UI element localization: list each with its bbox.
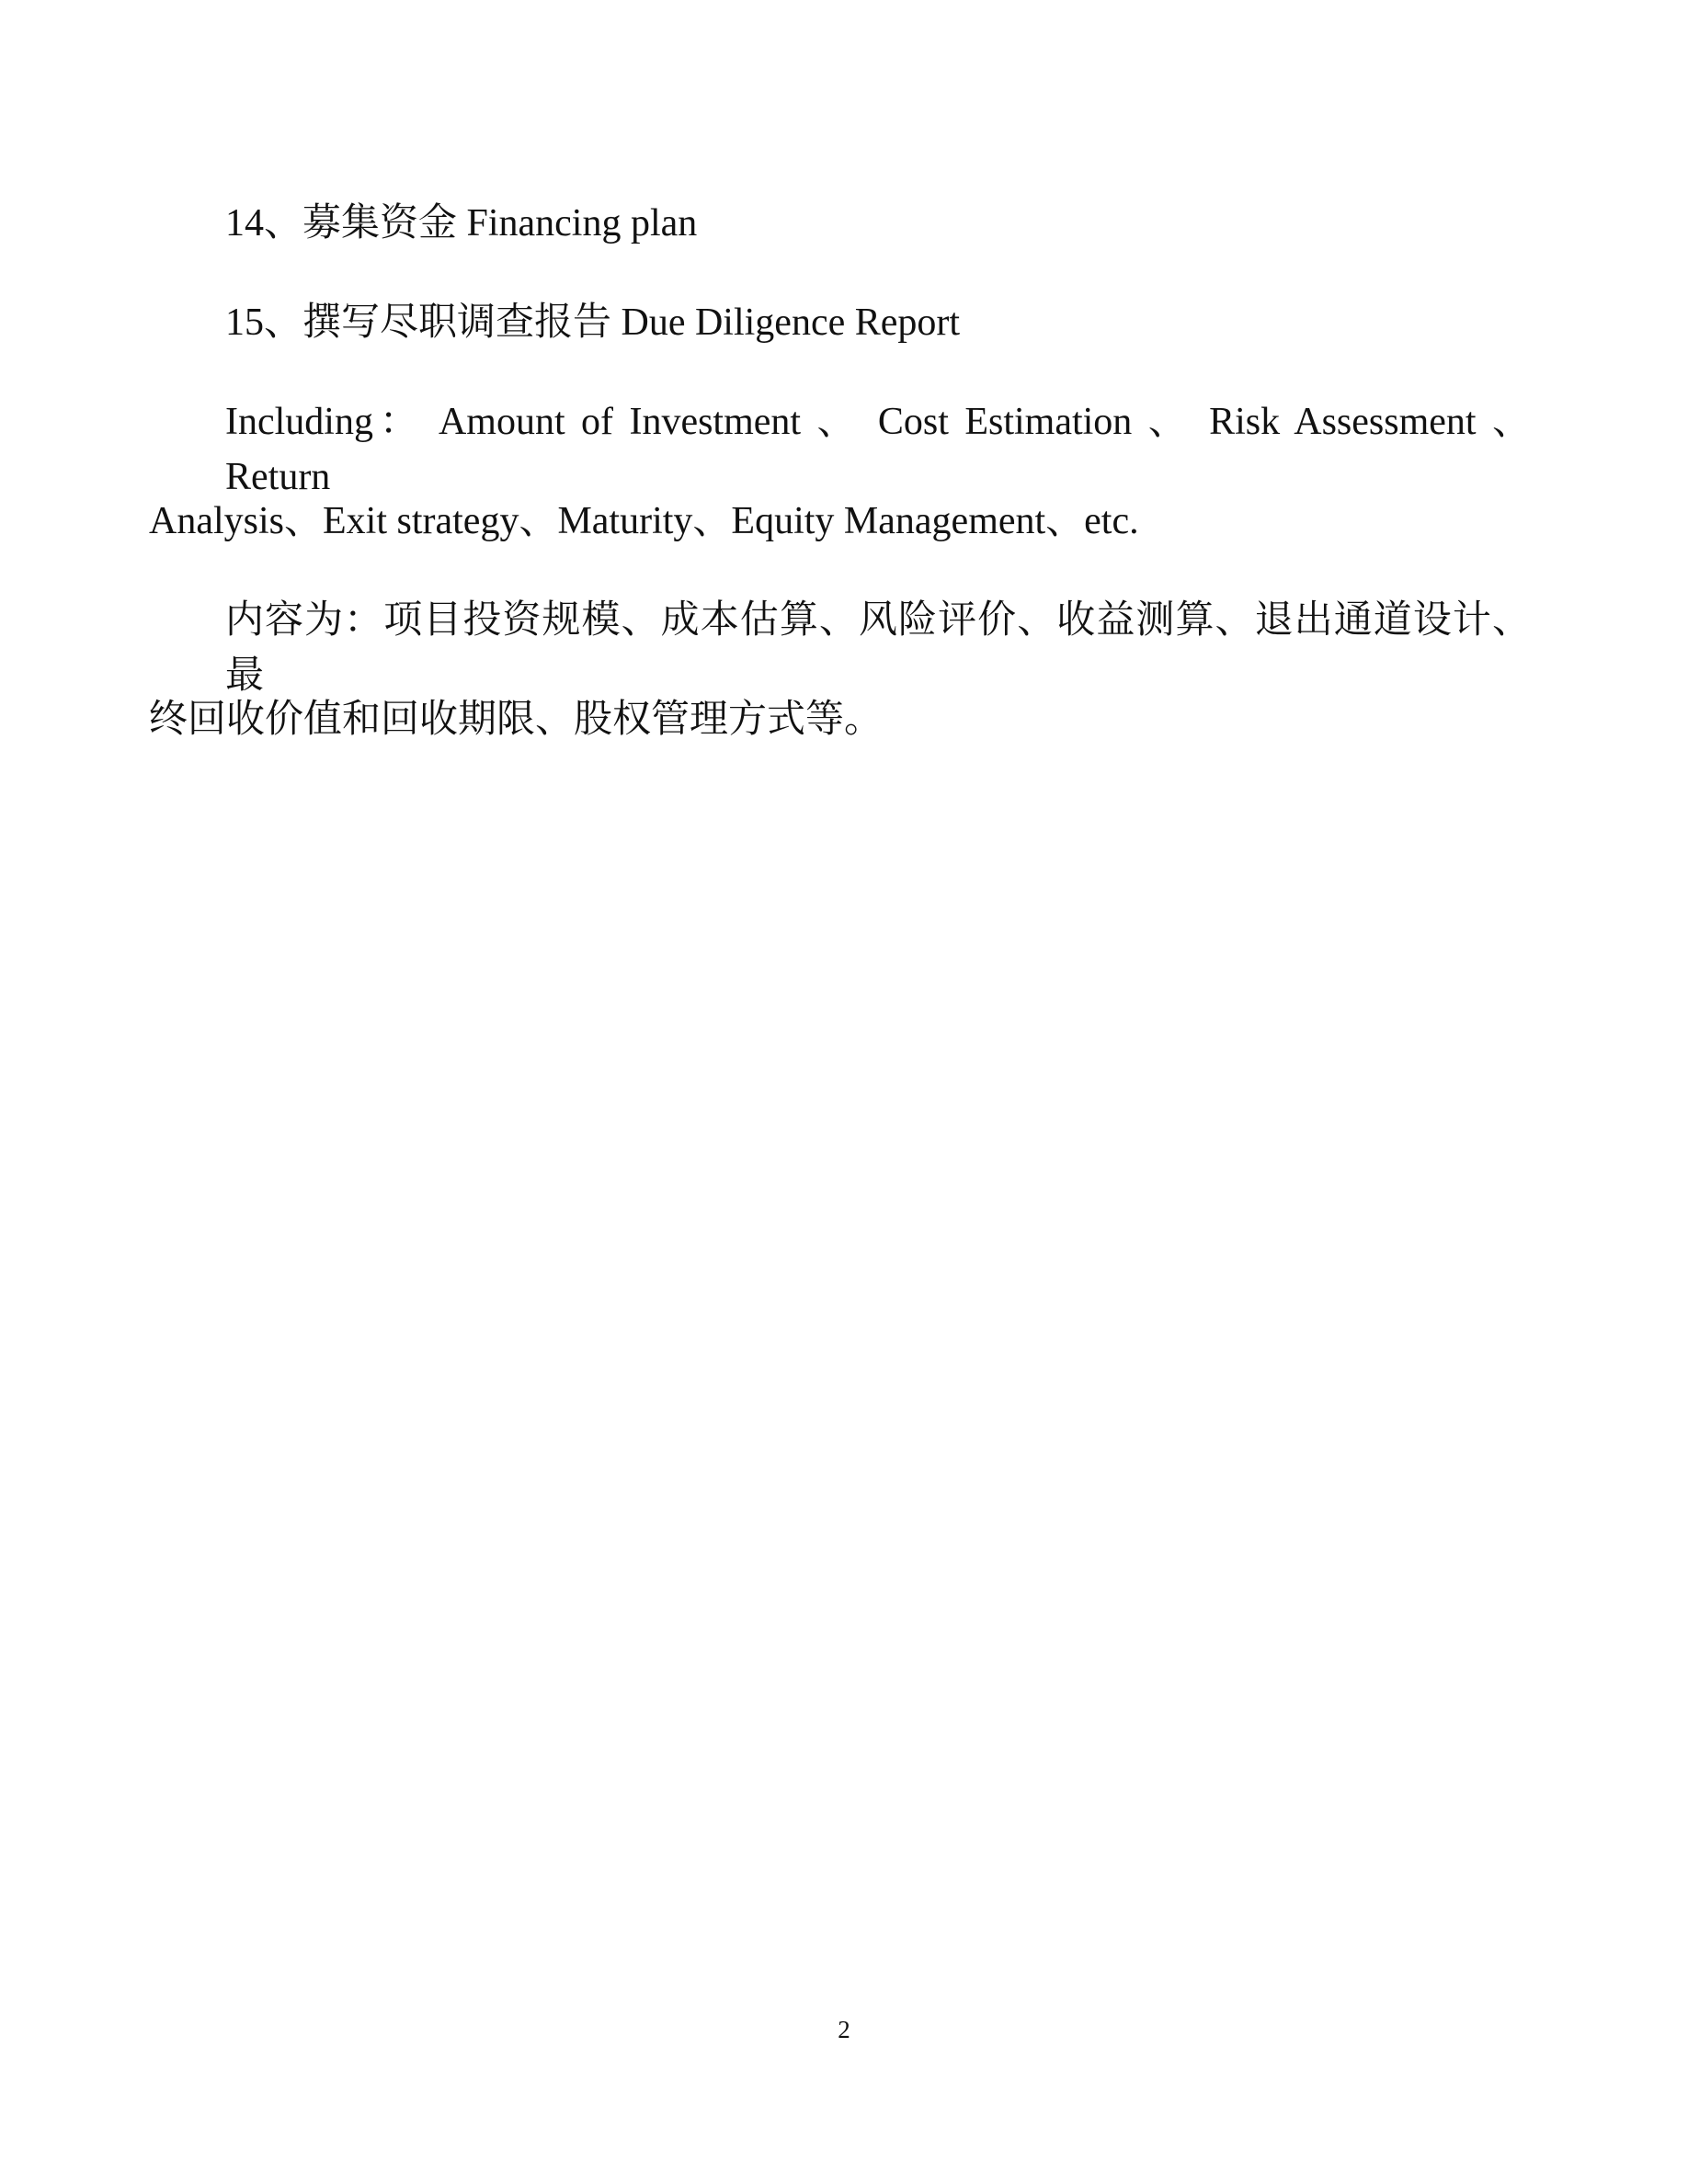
item-14-financing-plan: 14、募集资金 Financing plan: [225, 202, 698, 245]
chinese-paragraph-line-1: 内容为：项目投资规模、成本估算、风险评价、收益测算、退出通道设计、最: [225, 599, 1531, 697]
english-paragraph-line-1: Including： Amount of Investment 、 Cost Estimation 、 Risk Assessment 、 Return: [225, 401, 1531, 498]
english-paragraph-line-2: Analysis、Exit strategy、Maturity、Equity Management、etc.: [149, 500, 1139, 542]
page-number: 2: [838, 2016, 850, 2043]
item-15-due-diligence-report: 15、撰写尽职调查报告 Due Diligence Report: [225, 301, 961, 344]
chinese-paragraph-line-2: 终回收价值和回收期限、股权管理方式等。: [149, 699, 884, 741]
